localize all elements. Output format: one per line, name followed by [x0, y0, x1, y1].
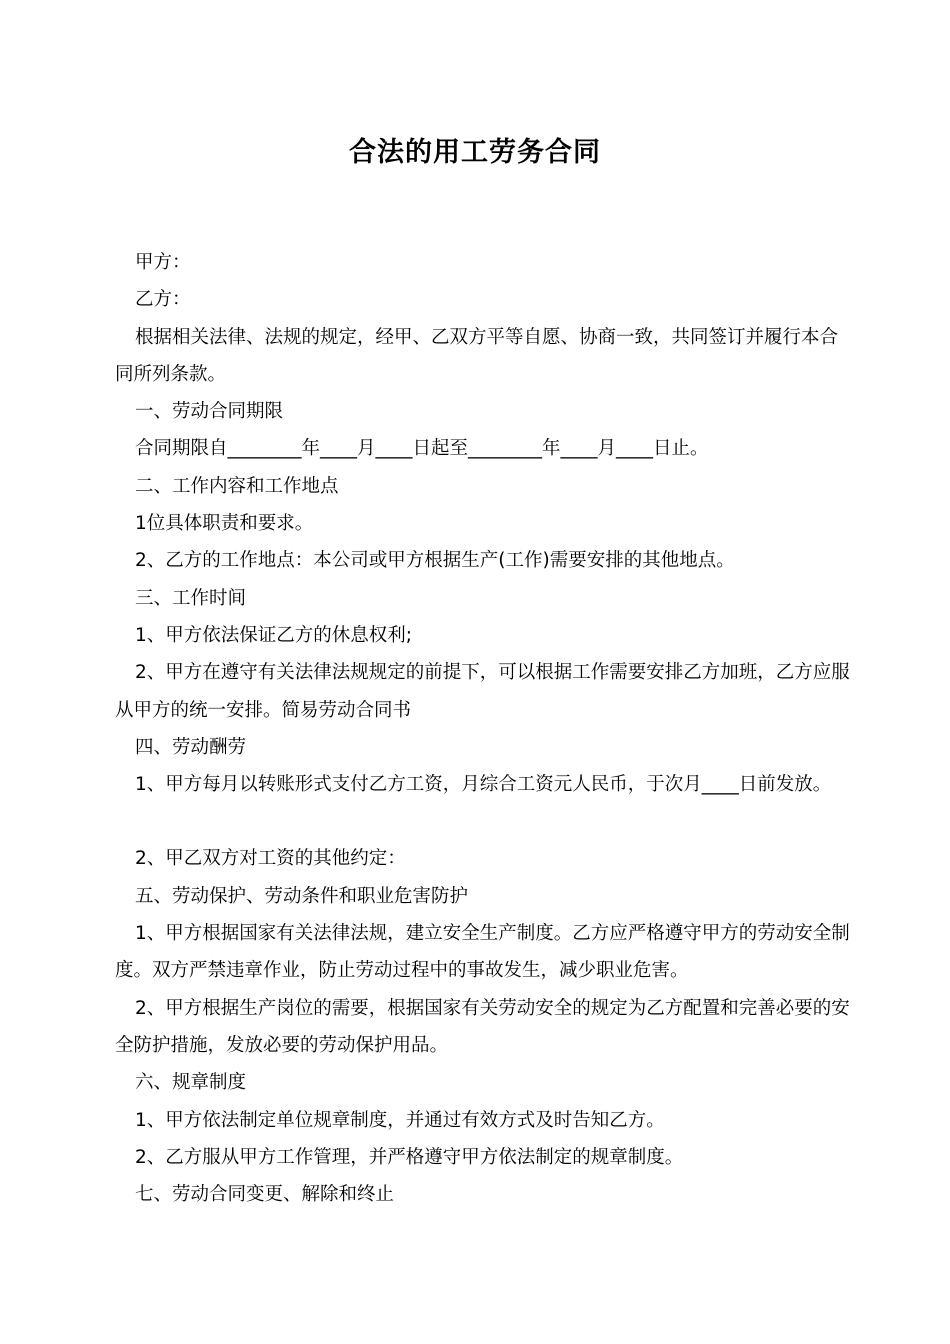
section-heading-1: 一、劳动合同期限 — [135, 401, 284, 423]
document-title: 合法的用工劳务合同 — [349, 137, 601, 168]
contract-term-line: 合同期限自________年____月____日起至________年____月____日止。 — [135, 438, 709, 460]
section-heading-2: 二、工作内容和工作地点 — [135, 475, 339, 497]
clause-3-2: 2、甲方在遵守有关法律法规规定的前提下，可以根据工作需要安排乙方加班，乙方应服从甲方的统一安排。简易劳动合同书 — [115, 662, 850, 721]
clause-4-1: 1、甲方每月以转账形式支付乙方工资，月综合工资元人民币，于次月____日前发放。 — [135, 774, 832, 796]
clause-2-2: 2、乙方的工作地点：本公司或甲方根据生产(工作)需要安排的其他地点。 — [135, 550, 735, 572]
preamble-paragraph: 根据相关法律、法规的规定，经甲、乙双方平等自愿、协商一致，共同签订并履行本合同所列条款。 — [115, 326, 839, 385]
clause-4-2: 2、甲乙双方对工资的其他约定： — [135, 848, 406, 870]
clause-5-1: 1、甲方根据国家有关法律法规，建立安全生产制度。乙方应严格遵守甲方的劳动安全制度。双方严禁违章作业，防止劳动过程中的事故发生，减少职业危害。 — [115, 923, 850, 982]
paragraph-spacer — [115, 803, 855, 840]
party-b-line: 乙方： — [135, 289, 191, 311]
section-heading-7: 七、劳动合同变更、解除和终止 — [135, 1184, 395, 1206]
section-heading-6: 六、规章制度 — [135, 1072, 247, 1094]
section-heading-3: 三、工作时间 — [135, 587, 247, 609]
clause-5-2: 2、甲方根据生产岗位的需要，根据国家有关劳动安全的规定为乙方配置和完善必要的安全防护措施，发放必要的劳动保护用品。 — [115, 997, 850, 1056]
clause-2-1: 1位具体职责和要求。 — [135, 513, 314, 535]
clause-3-1: 1、甲方依法保证乙方的休息权利; — [135, 624, 413, 646]
section-heading-5: 五、劳动保护、劳动条件和职业危害防护 — [135, 885, 469, 907]
section-heading-4: 四、劳动酬劳 — [135, 736, 247, 758]
party-a-line: 甲方： — [135, 252, 191, 273]
clause-6-2: 2、乙方服从甲方工作管理，并严格遵守甲方依法制定的规章制度。 — [135, 1146, 684, 1168]
clause-6-1: 1、甲方依法制定单位规章制度，并通过有效方式及时告知乙方。 — [135, 1109, 665, 1131]
document-body — [115, 244, 855, 1213]
